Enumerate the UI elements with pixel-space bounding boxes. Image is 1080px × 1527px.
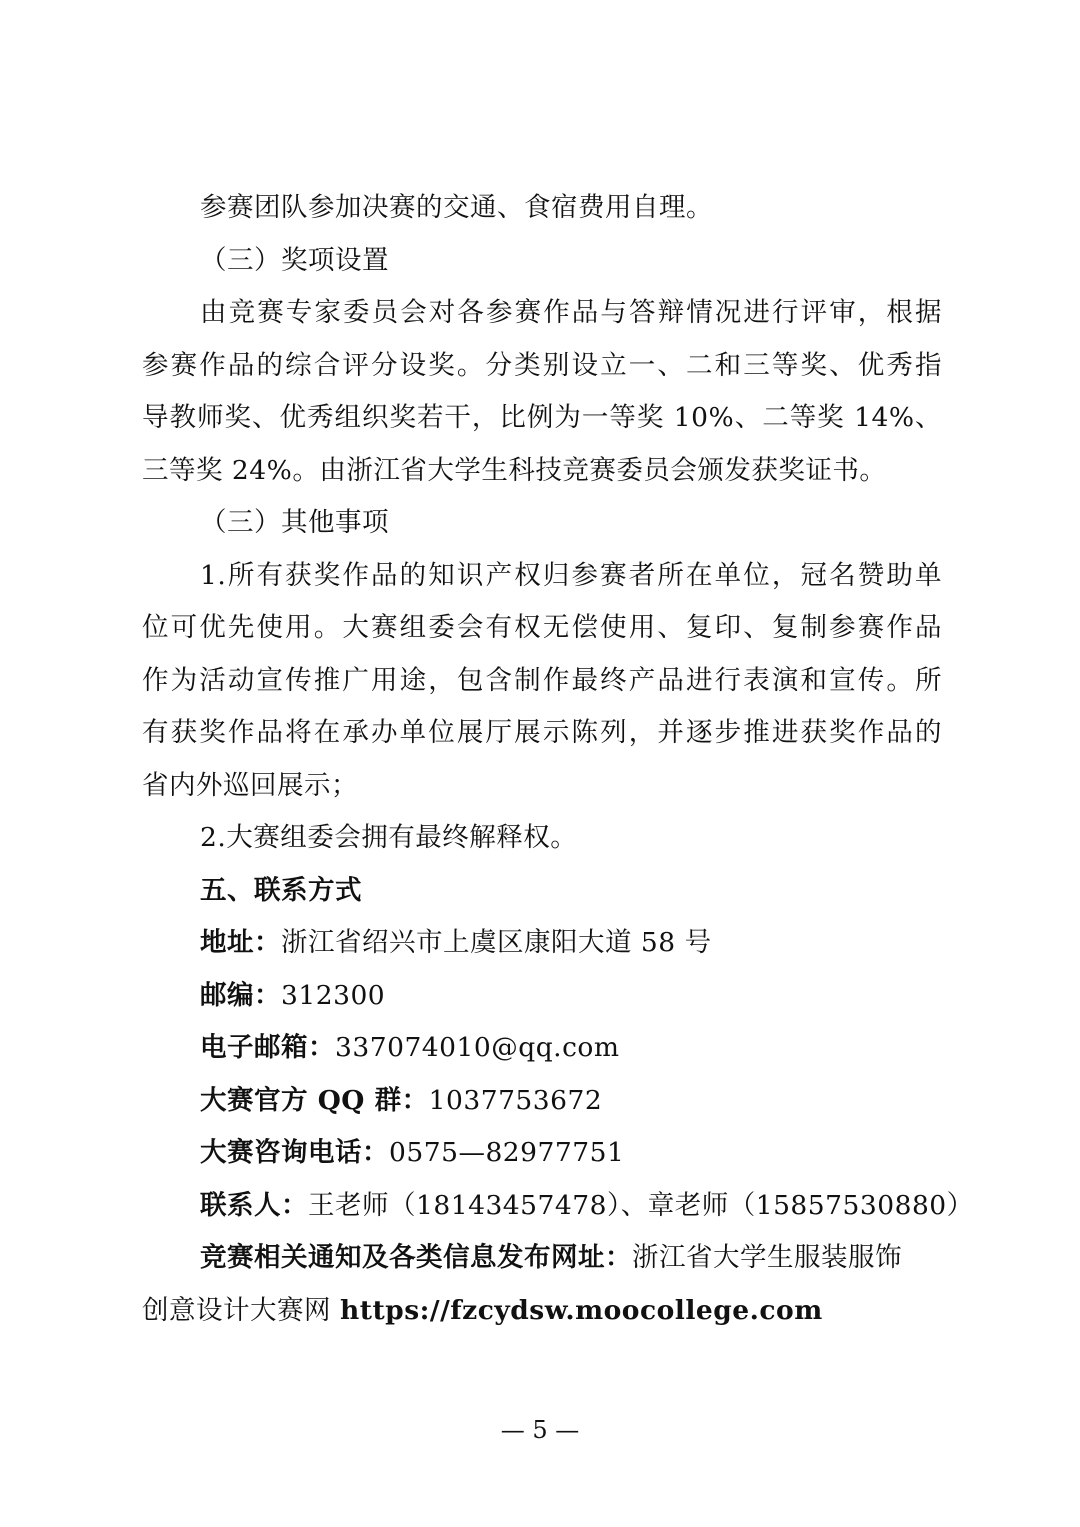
address-value: 浙江省绍兴市上虞区康阳大道 58 号 xyxy=(281,927,712,958)
other-item-1-line-2: 位可优先使用。大赛组委会有权无偿使用、复印、复制参赛作品 xyxy=(142,612,942,643)
phone-label: 大赛咨询电话： xyxy=(200,1137,389,1168)
website-url: https://fzcydsw.moocollege.com xyxy=(339,1294,823,1326)
email-value: 337074010@qq.com xyxy=(335,1032,620,1063)
address-label: 地址： xyxy=(200,927,281,958)
contact-qq xyxy=(142,1075,942,1128)
awards-heading: （三）奖项设置 xyxy=(200,244,389,276)
postcode-value: 312300 xyxy=(281,979,386,1011)
page-body xyxy=(142,182,974,1337)
phone-value: 0575—82977751 xyxy=(389,1137,625,1168)
fees-paragraph: 参赛团队参加决赛的交通、食宿费用自理。 xyxy=(200,192,713,223)
contact-person xyxy=(142,1180,974,1233)
contact-website xyxy=(142,1232,942,1285)
website-value-line-2: 创意设计大赛网 xyxy=(142,1294,340,1326)
contact-address xyxy=(142,917,942,970)
contact-phone xyxy=(142,1127,942,1180)
qq-value: 1037753672 xyxy=(428,1084,603,1116)
other-heading: （三）其他事项 xyxy=(200,507,389,538)
email-label: 电子邮箱： xyxy=(200,1032,335,1063)
other-item-2: 2.大赛组委会拥有最终解释权。 xyxy=(200,822,578,853)
contact-postcode xyxy=(142,970,942,1023)
person-label: 联系人： xyxy=(200,1189,308,1221)
qq-label: 大赛官方 QQ 群： xyxy=(200,1084,429,1116)
awards-paragraph-line-3: 导教师奖、优秀组织奖若干，比例为一等奖 10%、二等奖 14%、 xyxy=(142,402,942,433)
website-value-line-1: 浙江省大学生服装服饰 xyxy=(632,1242,902,1273)
contact-website-line-2 xyxy=(142,1285,942,1338)
other-item-1-line-1: 1.所有获奖作品的知识产权归参赛者所在单位，冠名赞助单 xyxy=(200,559,942,591)
other-item-1-line-4: 有获奖作品将在承办单位展厅展示陈列，并逐步推进获奖作品的 xyxy=(142,717,942,748)
website-label: 竞赛相关通知及各类信息发布网址： xyxy=(200,1242,632,1273)
other-item-1-line-3: 作为活动宣传推广用途，包含制作最终产品进行表演和宣传。所 xyxy=(142,664,942,696)
awards-paragraph-line-4: 三等奖 24%。由浙江省大学生科技竞赛委员会颁发获奖证书。 xyxy=(142,454,887,486)
person-value: 王老师（18143457478）、章老师（15857530880） xyxy=(308,1189,974,1221)
other-item-1-line-5: 省内外巡回展示； xyxy=(142,769,358,801)
contact-email xyxy=(142,1022,942,1075)
page-number: — 5 — xyxy=(500,1416,580,1444)
awards-paragraph-line-2: 参赛作品的综合评分设奖。分类别设立一、二和三等奖、优秀指 xyxy=(142,349,942,381)
postcode-label: 邮编： xyxy=(200,979,281,1011)
contact-heading: 五、联系方式 xyxy=(200,874,362,906)
awards-paragraph-line-1: 由竞赛专家委员会对各参赛作品与答辩情况进行评审，根据 xyxy=(200,297,942,328)
